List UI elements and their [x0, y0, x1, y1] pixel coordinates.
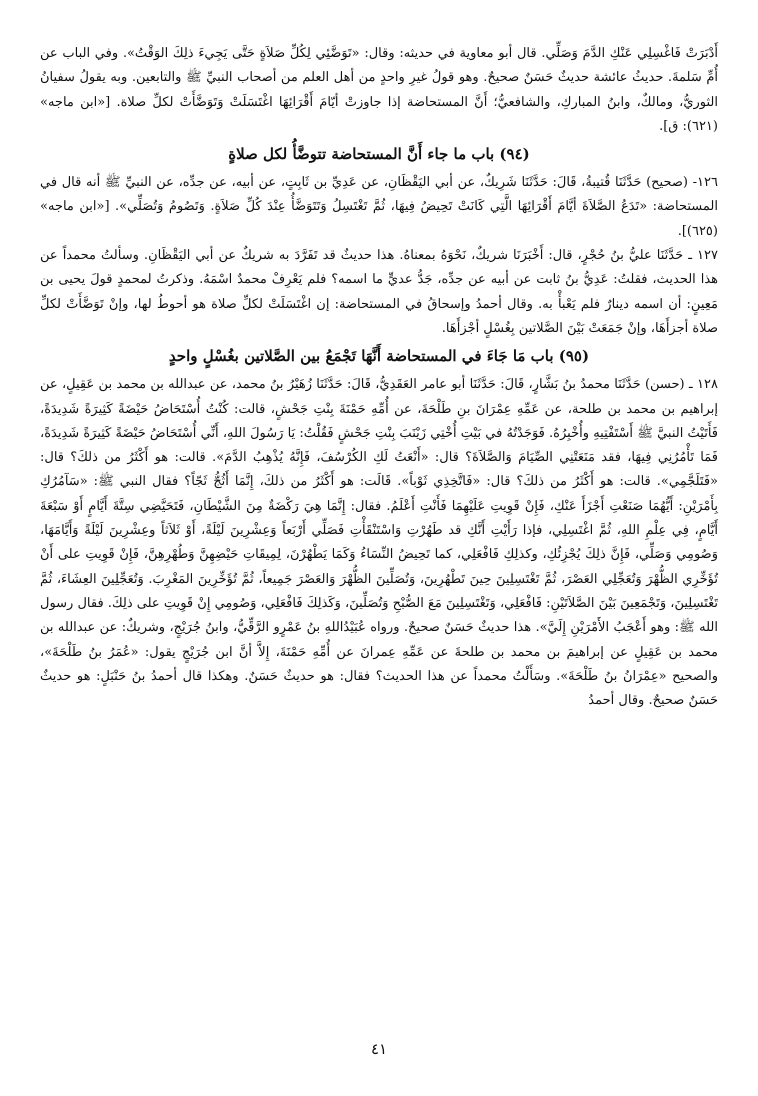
hadith-126: ١٢٦- (صحيح) حَدَّثَنَا قُتيبةُ، قَالَ: حَدَّثَنَا شَرِيكٌ، عن أبي اليَقْظَانِ، عن عَدِيِّ بن ثَابِتٍ، عن أبيه، عن جدِّه، عن النبيِّ ﷺ أنه قال في المستحاضة: «تَدَعُ الصَّلاَةَ أيَّامَ أَقْرَائِهَا الَّتِي كَانَتْ تَحِيضُ فِيهَا، ثُمَّ تَغْتَسِلُ وَتَتَوَضَّأُ عِنْدَ كُلِّ صَلاَةٍ. وَتَصُومُ وَتُصَلِّي». [«ابن ماجه» (٦٢٥)]. [40, 175, 718, 239]
hadith-127: ١٢٧ ـ حَدَّثَنَا عليُّ بنُ حُجْرٍ، قال: أَخْبَرَنَا شريكٌ، نَحْوَهُ بمعناهُ. هذا حديثٌ قد تَفَرَّدَ به شريكٌ عن أبي اليَقْظَانِ. وسألتُ محمداً عن هذا الحديث، فقلتُ: عَدِيُّ بنُ ثابت عن أبيه عن جدِّه، جَدُّ عديٍّ ما اسمه؟ فلم يَعْرِفْ محمدٌ اسْمَهُ. وذكرتُ لمحمدٍ قولَ يحيى بن مَعِينٍ: أن اسمه دينارٌ فلم يَعْبأْ به. وقال أحمدُ وإسحاقُ في المستحاضة: إن اغْتَسَلَتْ لكلِّ صلاة هو أحوطُ لها، وإنْ تَوَضَّأَتْ لكلِّ صلاة أجزأَهَا، وإنْ جَمَعَتْ بَيْنَ الصَّلاتين بِغُسْلٍ أجْزأَهَا. [40, 248, 718, 336]
document-page [40, 42, 718, 1082]
paragraph-continued: أَدْبَرَتْ فَاغْسِلِي عَنْكِ الدَّمَ وَصَلِّي. قال أبو معاوية في حديثه: وقال: «تَوَضَّئِي لِكُلِّ صَلاَةٍ حَتَّى يَجِيءَ ذلِكَ الوَقْتُ». وفي الباب عن أُمِّ سَلمةَ. حديثُ عائشة حديثٌ حَسَنٌ صحيحٌ. وهو قولُ غيرِ واحدٍ من أهل العلم من أصحاب النبيِّ ﷺ والتابعين. وبه يقولُ سفيانُ الثوريُّ، ومالكٌ، وابنُ المباركِ، والشافعيُّ؛ أَنَّ المستحاضة إذا جاوزتْ أيّامَ أَقْرَائِهَا اغْتَسَلَتْ وَتَوَضَّأَتْ لكلِّ صلاة. [«ابن ماجه» (٦٢١): ق]. [40, 46, 718, 134]
chapter-heading-95: (٩٥) باب مَا جَاءَ في المستحاضة أَنَّهَا تَجْمَعُ بين الصَّلاتين بغُسْلٍ واحدٍ [168, 347, 590, 366]
page-number: ٤١ [370, 1040, 388, 1058]
chapter-heading-94: (٩٤) باب ما جاء أَنَّ المستحاضة تتوضَّأُ لكل صلاةٍ [228, 145, 530, 164]
hadith-128: ١٢٨ ـ (حسن) حَدَّثَنَا محمدُ بنُ بَشَّارٍ، قَالَ: حَدَّثَنَا أبو عامر العَقَدِيُّ، قَالَ: حَدَّثَنَا زُهَيْرُ بنُ محمد، عن عبدالله بن محمد بن عَقِيلٍ، عن إبراهيم بن محمد بن طلحة، عن عَمِّهِ عِمْرَانَ بنِ طَلْحَةَ، عن أُمِّهِ حَمْنَةَ بِنْتِ جَحْشٍ، قالت: كُنْتُ أُسْتَحَاضُ حَيْضَةً كَثِيرَةً شَدِيدَةً، فَأَتَيْتُ النبيَّ ﷺ أَسْتَفْتِيهِ وأُخْبِرُهُ. فَوَجَدْتُهُ في بَيْتِ أُخْتِي زَيْنَبَ بِنْتِ جَحْشٍ فَقُلْتُ: يَا رَسُولَ اللهِ، أَنِّي أُسْتَحَاضُ حَيْضَةً كَثِيرَةً شَدِيدَةً، فَمَا تَأْمُرُنِي فِيهَا، فقد مَنَعَتْنِي الصِّيَامَ وَالصَّلاَةَ؟ قال: «أَنْعَتُ لَكِ الكُرْسُفَ، فَإِنَّهُ يُذْهِبُ الدَّمَ». قالت: هو أَكْثَرُ من ذلكَ؟ قال: «فَتَلَجَّمِي». قالت: هو أَكْثَرُ من ذلكَ؟ قال: «فَاتَّخِذِي ثَوْباً». قَالَت: هو أَكْثَرُ من ذلكَ، إِنَّمَا أَثُجُّ ثَجّاً؟ فقال النبي ﷺ: «سَآمُرُكِ بِأَمْرَيْنِ: أَيُّهُمَا صَنَعْتِ أَجْزَأَ عَنْكِ، فَإِنْ قَوِيتِ عَلَيْهِمَا فَأَنْتِ أَعْلَمُ. فقال: إِنَّمَا هِيَ رَكْضَةٌ مِنَ الشَّيْطَانِ، فَتَحَيَّضِي سِتَّةَ أَيَّامٍ أَوْ سَبْعَةَ أَيَّامٍ، فِي عِلْمِ اللهِ، ثُمَّ اغْتَسِلِي، فإذا رَأَيْتِ أَنَّكِ قد طَهُرْتِ وَاسْتَنْقَأْتِ فَصَلِّي أَرْبَعاً وَعِشْرِينَ لَيْلَةً، أَوْ ثَلاَثاً وعِشْرِينَ لَيْلَةً وَأَيَّامَهَا، وَصُومِي وَصَلِّي، فَإِنَّ ذلِكَ يُجْزِئُكِ، وكذلِكِ فَافْعَلِي، كما تَحِيضُ النِّسَاءُ وَكَمَا يَطْهُرْنَ، لِمِيقَاتِ حَيْضِهِنَّ وَطُهْرِهِنَّ، فَإِنْ قَوِيتِ على أَنْ تُؤَخِّرِي الظُّهْرَ وَتُعَجِّلِي العَصْرَ، ثُمَّ تَغْتَسِلِينَ حِينَ تَطْهُرِينَ، وَتُصَلِّينَ الظُّهْرَ وَالعَصْرَ جَمِيعاً، ثُمَّ تُؤَخِّرِينَ المَغْرِبَ. وَتُعَجِّلِينَ العِشَاءَ، ثُمَّ تَغْتَسِلِينَ، وَتَجْمَعِينَ بَيْنَ الصَّلاَتَيْنِ: فَافْعَلِي، وَتَغْتَسِلِينَ مَعَ الصُّبْحِ وَتُصَلِّينَ، وَكَذلِكَ فَافْعَلِي، وَصُومِي إِنْ قَوِيتِ على ذلِكَ. فقال رسول الله ﷺ: وهو أَعْجَبُ الأَمْرَيْنِ إِلَيَّ». هذا حديثٌ حَسَنٌ صحيحٌ. ورواه عُبَيْدُاللهِ بنُ عَمْرٍو الرَّقِّيُّ، وابنُ جُرَيْجٍ، وشريكٌ: عن عبدالله بن محمد بن عَقِيلٍ عن إبراهيمَ بن محمد بن طلحةَ عن عَمِّهِ عِمرانَ عن أُمِّهِ حَمْنَةَ، إِلاَّ أنَّ ابن جُرَيْجٍ يقول: «عُمَرُ بنُ طَلْحَةَ»، والصحيح «عِمْرَانُ بنُ طَلْحَةَ». وسَأَلْتُ محمداً عن هذا الحديث؟ فقال: هو حديثٌ حَسَنٌ. وهكذا قال أحمدُ بنُ حَنْبَلٍ: هو حديثٌ حَسَنٌ صحيحٌ. وقال أحمدُ [40, 377, 718, 709]
